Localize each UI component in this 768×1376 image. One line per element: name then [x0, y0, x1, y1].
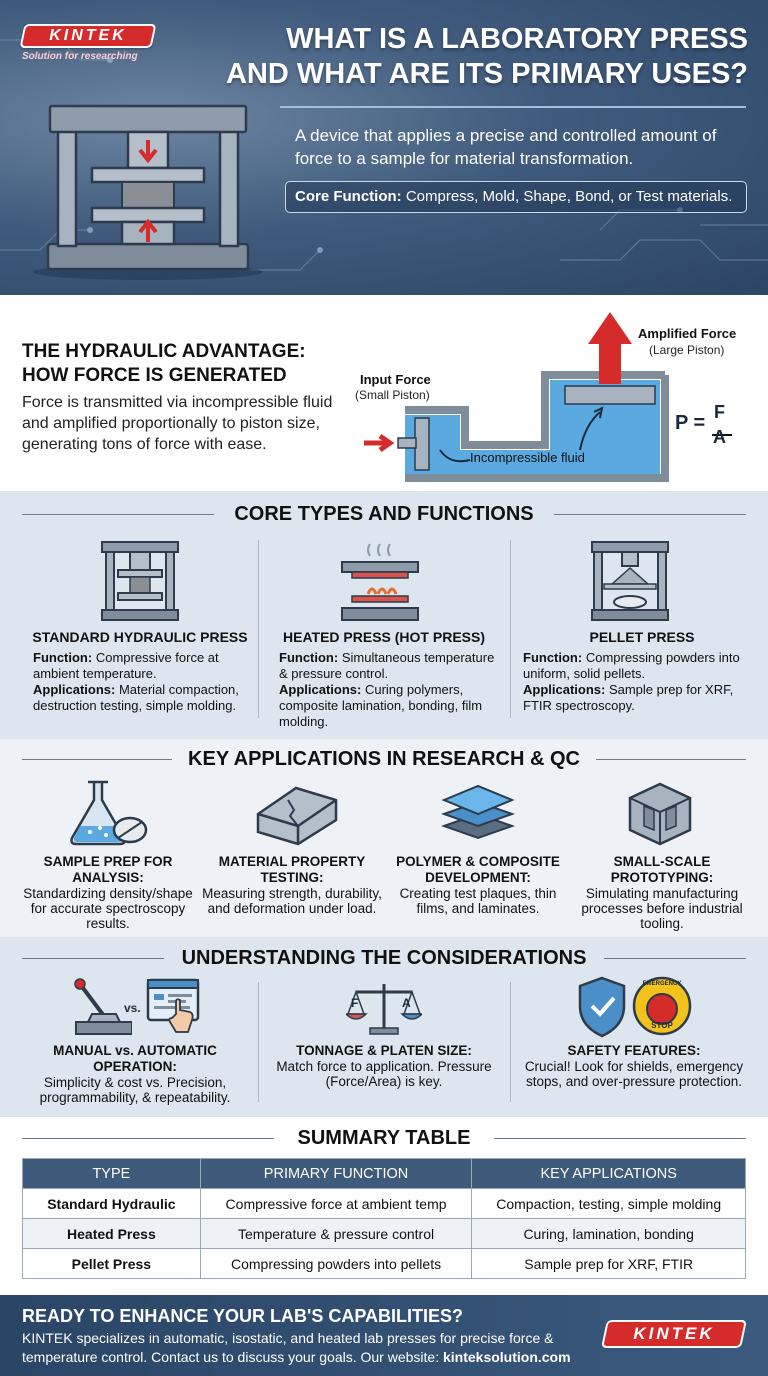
applications-label: Applications:	[279, 682, 362, 697]
type-applications: Curing polymers, composite lamination, bonding, film molding.	[279, 682, 483, 729]
hydraulic-description: Force is transmitted via incompressible fluid and amplified proportionally to piston size, generating tons of force with ease.	[22, 394, 333, 453]
core-function-label: Core Function:	[295, 188, 402, 205]
column-header-type: TYPE	[23, 1159, 201, 1189]
cta-body	[22, 1329, 602, 1367]
type-applications: Material compaction, destruction testing, simple molding.	[33, 682, 239, 713]
consideration-card	[270, 1043, 498, 1089]
column-header-applications: KEY APPLICATIONS	[472, 1159, 746, 1189]
consideration-body: Match force to application. Pressure (Force/Area) is key.	[276, 1059, 492, 1089]
column-divider	[510, 982, 511, 1102]
type-function: Simultaneous temperature & pressure control.	[279, 650, 495, 681]
formula-p: P =	[675, 412, 706, 434]
table-row	[23, 1189, 746, 1219]
application-body: Measuring strength, durability, and deformation under load.	[202, 886, 382, 916]
table-row	[23, 1249, 746, 1279]
scale-area-label: A	[402, 996, 411, 1010]
stop-text: STOP	[651, 1021, 673, 1030]
table-cell: Temperature & pressure control	[200, 1219, 472, 1249]
standard-press-icon	[100, 540, 180, 622]
output-force-sub: (Large Piston)	[649, 343, 725, 357]
table-row	[23, 1219, 746, 1249]
applications-label: Applications:	[33, 682, 116, 697]
input-force-label: Input Force	[360, 372, 431, 387]
pellet-press-icon	[590, 540, 670, 622]
application-card	[200, 854, 384, 916]
laboratory-press-illustration	[30, 84, 270, 284]
cta-title: READY TO ENHANCE YOUR LAB'S CAPABILITIES?	[22, 1306, 463, 1326]
table-cell: Compressive force at ambient temp	[200, 1189, 472, 1219]
emergency-text: EMERGENCY	[642, 981, 682, 987]
type-title: PELLET PRESS	[589, 629, 695, 645]
table-cell: Curing, lamination, bonding	[472, 1219, 746, 1249]
consideration-card	[20, 1043, 250, 1105]
table-cell: Compaction, testing, simple molding	[472, 1189, 746, 1219]
type-card-standard	[20, 629, 260, 645]
output-force-label: Amplified Force	[638, 326, 737, 341]
application-card	[572, 854, 752, 931]
consideration-title: MANUAL vs. AUTOMATIC OPERATION:	[53, 1043, 217, 1074]
page-title	[200, 22, 748, 92]
column-divider	[258, 982, 259, 1102]
considerations-heading: UNDERSTANDING THE CONSIDERATIONS	[164, 947, 604, 970]
type-function: Compressing powders into uniform, solid pellets.	[523, 650, 740, 681]
input-force-sub: (Small Piston)	[355, 388, 430, 402]
heated-press-icon	[340, 540, 420, 622]
type-body-pellet	[523, 650, 748, 714]
consideration-title: SAFETY FEATURES:	[567, 1043, 701, 1058]
table-header-row	[23, 1159, 746, 1189]
column-divider	[510, 540, 511, 718]
function-label: Function:	[33, 650, 93, 665]
hydraulic-title-line-1: THE HYDRAULIC ADVANTAGE:	[22, 341, 306, 362]
application-body: Standardizing density/shape for accurate spectroscopy results.	[23, 886, 193, 931]
type-function: Compressive force at ambient temperature.	[33, 650, 219, 681]
hydraulic-title-line-2: HOW FORCE IS GENERATED	[22, 365, 287, 386]
summary-table	[22, 1158, 746, 1279]
flask-pellet-icon	[66, 778, 150, 848]
table-cell: Sample prep for XRF, FTIR	[472, 1249, 746, 1279]
manual-lever-icon	[70, 978, 132, 1036]
application-title: SMALL-SCALE PROTOTYPING:	[610, 854, 714, 885]
versus-label: vs.	[124, 1001, 141, 1015]
core-function-pill	[285, 181, 747, 213]
brand-tagline: Solution for researching	[22, 51, 138, 62]
key-applications-heading: KEY APPLICATIONS IN RESEARCH & QC	[172, 748, 596, 771]
type-body-heated	[279, 650, 504, 730]
function-label: Function:	[523, 650, 583, 665]
core-types-heading: CORE TYPES AND FUNCTIONS	[214, 503, 554, 526]
scale-force-label: F	[351, 996, 359, 1010]
application-title: POLYMER & COMPOSITE DEVELOPMENT:	[396, 854, 560, 885]
application-body: Simulating manufacturing processes before industrial tooling.	[581, 886, 743, 931]
layered-sheets-icon	[440, 778, 516, 850]
application-card	[14, 854, 202, 931]
consideration-body: Crucial! Look for shields, emergency stops, and over-pressure protection.	[524, 1059, 744, 1089]
type-card-pellet	[522, 629, 762, 645]
type-title: HEATED PRESS (HOT PRESS)	[283, 629, 485, 645]
type-title: STANDARD HYDRAULIC PRESS	[32, 629, 248, 645]
table-cell: Heated Press	[23, 1219, 201, 1249]
hero-description: A device that applies a precise and controlled amount of force to a sample for material transformation.	[295, 126, 717, 168]
table-cell: Compressing powders into pellets	[200, 1249, 472, 1279]
consideration-card	[520, 1043, 748, 1089]
type-applications: Sample prep for XRF, FTIR spectroscopy.	[523, 682, 734, 713]
title-divider	[280, 106, 746, 108]
table-cell: Standard Hydraulic	[23, 1189, 201, 1219]
title-line-2: AND WHAT ARE ITS PRIMARY USES?	[225, 58, 748, 90]
application-title: MATERIAL PROPERTY TESTING:	[218, 854, 366, 885]
application-card	[384, 854, 572, 916]
core-function-text: Compress, Mold, Shape, Bond, or Test materials.	[401, 188, 733, 205]
formula-area: A	[713, 427, 726, 447]
consideration-body: Simplicity & cost vs. Precision, programmability, & repeatability.	[39, 1075, 231, 1105]
application-title: SAMPLE PREP FOR ANALYSIS:	[43, 854, 173, 885]
application-body: Creating test plaques, thin films, and laminates.	[399, 886, 557, 916]
prototype-block-icon	[624, 778, 696, 850]
website-link[interactable]: kinteksolution.com	[442, 1349, 571, 1365]
kintek-footer-logo-text: KINTEK	[633, 1324, 715, 1343]
function-label: Function:	[279, 650, 339, 665]
kintek-logo-text: KINTEK	[49, 27, 127, 44]
cta-text: KINTEK specializes in automatic, isostatic, and heated lab presses for precise force & temperature control. Contact us to discuss your goals. Our website:	[22, 1330, 554, 1365]
hydraulic-title	[22, 340, 352, 388]
title-line-1: WHAT IS A LABORATORY PRESS	[286, 23, 748, 55]
type-body-standard	[33, 650, 258, 714]
formula-force: F	[714, 402, 725, 422]
type-card-heated	[264, 629, 504, 645]
cracked-beam-icon	[252, 780, 340, 846]
automatic-screen-icon	[146, 978, 202, 1036]
summary-heading: SUMMARY TABLE	[274, 1127, 494, 1150]
column-header-function: PRIMARY FUNCTION	[200, 1159, 472, 1189]
table-cell: Pellet Press	[23, 1249, 201, 1279]
fluid-label: Incompressible fluid	[470, 450, 585, 465]
applications-label: Applications:	[523, 682, 606, 697]
consideration-title: TONNAGE & PLATEN SIZE:	[296, 1043, 472, 1058]
